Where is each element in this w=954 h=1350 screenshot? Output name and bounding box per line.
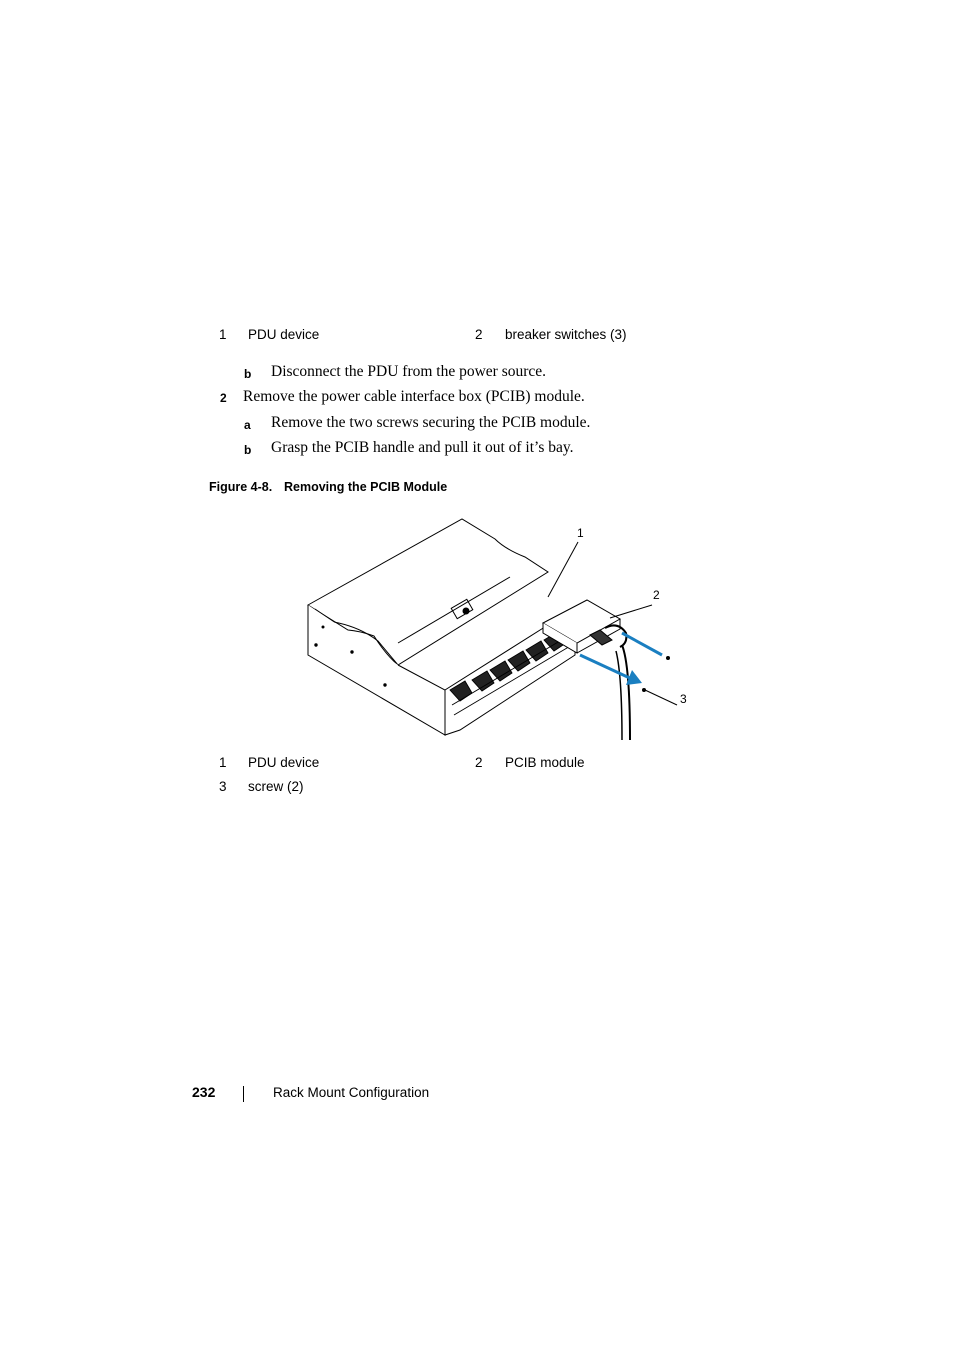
footer-divider: [243, 1086, 244, 1102]
legend-bottom-2-label: PCIB module: [505, 755, 585, 770]
legend-top-2-num: 2: [475, 327, 483, 342]
page-number: 232: [192, 1084, 216, 1100]
step-a-text: Remove the two screws securing the PCIB module.: [271, 414, 591, 431]
callout-1-leader: [548, 542, 578, 597]
callout-3-leader: [645, 690, 677, 705]
step-2-marker: 2: [220, 391, 227, 405]
legend-top-1-num: 1: [219, 327, 227, 342]
legend-bottom-1-num: 1: [219, 755, 227, 770]
step-b2-text: Grasp the PCIB handle and pull it out of it’s bay.: [271, 439, 574, 456]
callout-3: 3: [680, 692, 687, 706]
screws: [642, 656, 670, 692]
callout-2-leader: [610, 605, 652, 618]
figure-caption-number: Figure 4-8.: [209, 480, 273, 494]
figure-caption-title: Removing the PCIB Module: [284, 480, 448, 494]
legend-bottom-3-label: screw (2): [248, 779, 304, 794]
footer-section-title: Rack Mount Configuration: [273, 1085, 430, 1100]
legend-bottom-3-num: 3: [219, 779, 227, 794]
legend-top-1-label: PDU device: [248, 327, 320, 342]
power-cable: [622, 645, 630, 740]
step-b-text: Disconnect the PDU from the power source.: [271, 363, 547, 380]
legend-top-2-label: breaker switches (3): [505, 327, 627, 342]
step-b-marker: b: [244, 367, 252, 381]
legend-bottom-2-num: 2: [475, 755, 483, 770]
pcib-removal-illustration: [300, 515, 700, 745]
step-2-text: Remove the power cable interface box (PCIB) module.: [243, 388, 585, 405]
legend-bottom-1-label: PDU device: [248, 755, 320, 770]
step-a-marker: a: [244, 418, 251, 432]
callout-2: 2: [653, 588, 660, 602]
callout-1: 1: [577, 526, 584, 540]
step-b2-marker: b: [244, 443, 252, 457]
removal-arrows: [580, 633, 662, 685]
